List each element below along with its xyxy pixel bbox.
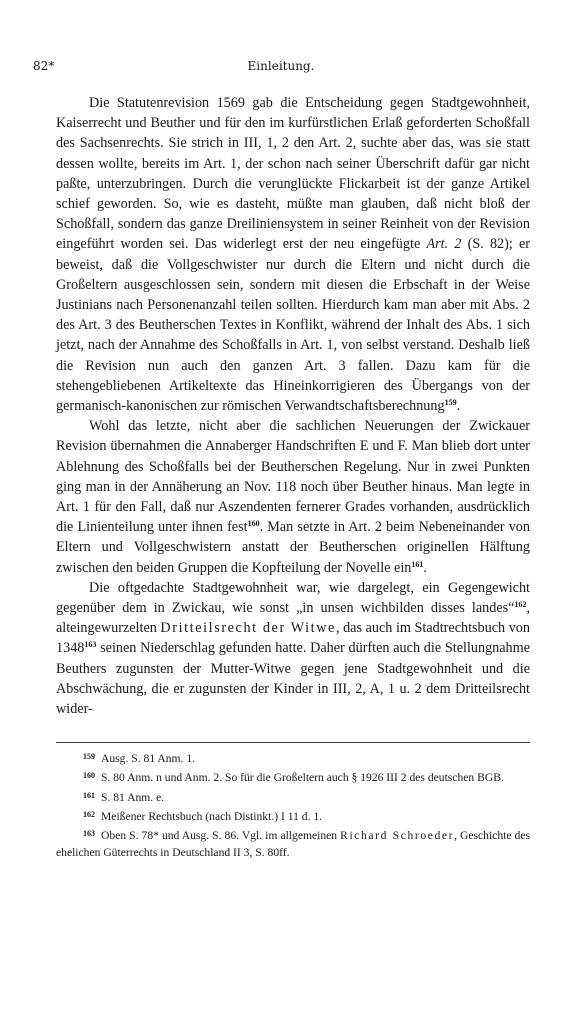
footnote-159: $^{159}$ Ausg. S. 81 Anm. 1. <box>83 752 196 765</box>
footnote-ref-160[interactable]: 160 <box>247 519 260 529</box>
paragraph-2: Wohl das letzte, nicht aber die sachlichen Neuerungen der Zwickauer Revision übernahmen die Annaberger Handschriften E und F. Man blieb dort unter Ablehnung des Schoßfalls bei der Beutherschen Regelung. Nur in zwei Punkten ging man in der Annäherung an Nov. 118 noch über Beuther hinaus. Man legte in Art. 1 für den Fall, daß nur Aszendenten fernerer Grades vorhanden, ausdrücklich die Linienteilung unter ihnen fest$^{160}$. Man setzte in Art. 2 beim Nebeneinander von Eltern und Vollgeschwistern anstatt der Beutherschen originellen Hälftung zwischen den beiden Gruppen die Kopfteilung der Novelle ein$^{161}$. <box>56 418 530 576</box>
body-text <box>56 93 530 719</box>
footnote-ref-159[interactable]: 159 <box>444 398 457 408</box>
footnote-163: $^{163}$ Oben S. 78* und Ausg. S. 86. Vgl. im allgemeinen Richard Schroeder, Geschichte des ehelichen Güterrechts in Deutschland II 3, S. 80ff. <box>56 829 531 860</box>
spaced-term: Dritteilsrecht der Witwe <box>160 620 336 637</box>
paragraph-1: Die Statutenrevision 1569 gab die Entscheidung gegen Stadtgewohnheit, Kaiserrecht und Beuther und für den im kurfürstlichen Erlaß geforderten Schoßfall des Sachsenrechts. Sie strich in III, 1, 2 den Art. 2, suchte aber das, was sie statt dessen wollte, bereits im Art. 1, der schon nach seiner Überschrift dafür gar nicht paßte, unterzubringen. Durch die verunglückte Flickarbeit ist der ganze Artikel schief geworden. So, wie es dasteht, müßte man glauben, daß nicht bloß der Schoßfall, sondern das ganze Dreiliniensystem in seiner Reinheit von der Revision eingeführt worden sei. Das widerlegt erst der neu eingefügte Art. 2 (S. 82); er beweist, daß die Vollgeschwister nur durch die Eltern und nicht durch die Großeltern ausgeschlossen sein, sondern mit diesen die Erbschaft in der Weise Justinians nach Personenanzahl teilen sollten. Hierdurch kam man aber mit Abs. 2 des Art. 3 des Beutherschen Textes in Konflikt, während der Inhalt des Abs. 1 sich jetzt, nach der Annahme des Schoßfalls in Art. 1, von selbst verstand. Deshalb ließ die Revision nun auch den ganzen Art. 3 fallen. Dazu kam für die stehengebliebenen Artikeltexte das Hineinkorrigieren des Übergangs von der germanisch-kanonischen zur römischen Verwandtschaftsberechnung$^{159}$. <box>56 95 530 415</box>
running-head: Einleitung. <box>247 59 315 73</box>
footnote-ref-163[interactable]: 163 <box>84 640 97 650</box>
footnote-160: $^{160}$ S. 80 Anm. n und Anm. 2. So für die Großeltern auch § 1926 III 2 des deutschen BGB. <box>83 771 504 785</box>
author-name: Richard Schroeder <box>340 829 455 843</box>
article-reference: Art. 2 <box>426 236 462 253</box>
footnote-ref-161[interactable]: 161 <box>411 559 424 569</box>
paragraph-3: Die oftgedachte Stadtgewohnheit war, wie dargelegt, ein Gegengewicht gegenüber dem in Zwickau, wie sonst „in unsen wichbilden disses landes“$^{162}$, alteingewurzelten Dritteilsrecht der Witwe, das auch im Stadtrechtsbuch von 1348$^{163}$ seinen Niederschlag gefunden hatte. Daher dürften auch die Stellungnahme Beuthers zugunsten der Mutter-Witwe gegen jene Stadtgewohnheit und die Abschwächung, die er zugunsten der Kinder in III, 2, A, 1 u. 2 dem Dritteilsrecht wider- <box>56 579 530 718</box>
footnotes <box>56 748 530 862</box>
footnote-ref-162[interactable]: 162 <box>514 600 527 610</box>
footnote-divider <box>56 742 530 743</box>
page-number: 82* <box>33 59 55 73</box>
footnote-162: $^{162}$ Meißener Rechtsbuch (nach Distinkt.) I 11 d. 1. <box>83 809 323 823</box>
footnote-161: $^{161}$ S. 81 Anm. e. <box>83 790 165 804</box>
